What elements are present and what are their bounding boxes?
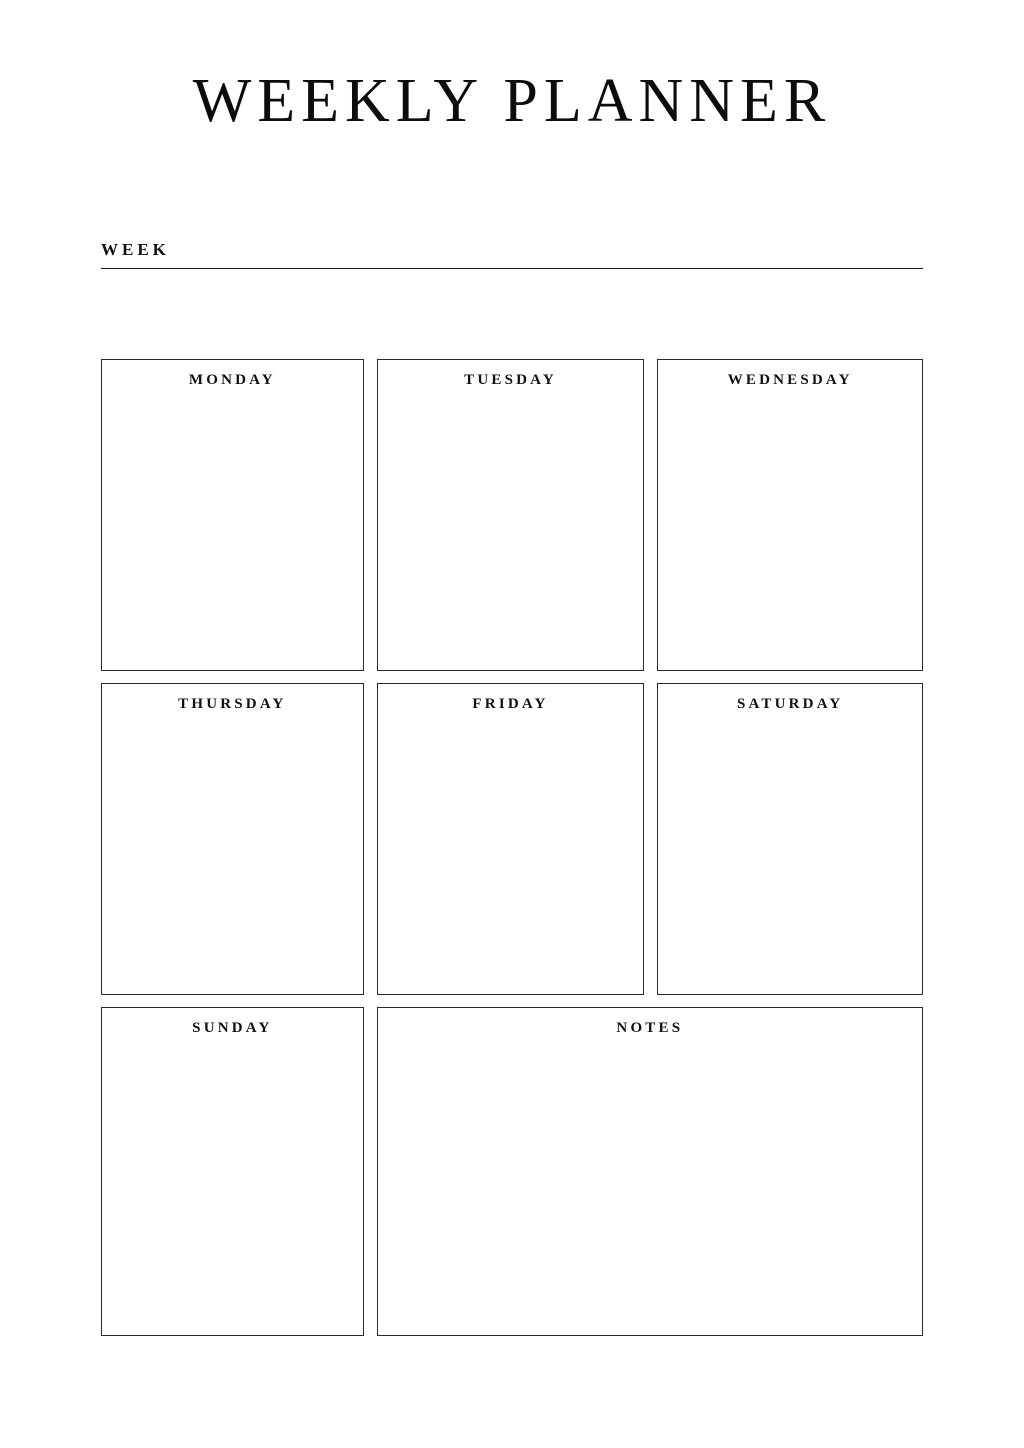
notes-cell[interactable]: [377, 1007, 923, 1336]
day-writing-area-saturday[interactable]: [658, 726, 922, 994]
day-label-saturday: SATURDAY: [736, 696, 844, 712]
week-field-row: [101, 240, 923, 269]
notes-label: NOTES: [616, 1020, 684, 1036]
day-writing-area-sunday[interactable]: [102, 1050, 363, 1335]
day-label-wednesday: WEDNESDAY: [727, 372, 853, 388]
planner-row-2: [101, 683, 923, 995]
day-label-friday: FRIDAY: [472, 696, 549, 712]
day-cell-thursday[interactable]: [101, 683, 364, 995]
page-title: WEEKLY PLANNER: [192, 67, 832, 135]
day-cell-sunday[interactable]: [101, 1007, 364, 1336]
day-label-thursday: THURSDAY: [178, 696, 287, 712]
day-label-monday: MONDAY: [188, 372, 276, 388]
notes-writing-area[interactable]: [378, 1050, 922, 1335]
planner-row-1: [101, 359, 923, 671]
planner-row-3: [101, 1007, 923, 1336]
day-cell-monday[interactable]: [101, 359, 364, 671]
day-cell-friday[interactable]: [377, 683, 645, 995]
day-cell-wednesday[interactable]: [657, 359, 923, 671]
planner-grid: [101, 359, 923, 1348]
week-label: WEEK: [101, 240, 170, 259]
day-writing-area-monday[interactable]: [102, 402, 363, 670]
day-writing-area-tuesday[interactable]: [378, 402, 644, 670]
day-writing-area-friday[interactable]: [378, 726, 644, 994]
day-cell-tuesday[interactable]: [377, 359, 645, 671]
day-writing-area-wednesday[interactable]: [658, 402, 922, 670]
day-cell-saturday[interactable]: [657, 683, 923, 995]
day-writing-area-thursday[interactable]: [102, 726, 363, 994]
day-label-sunday: SUNDAY: [192, 1020, 273, 1036]
day-label-tuesday: TUESDAY: [464, 372, 557, 388]
